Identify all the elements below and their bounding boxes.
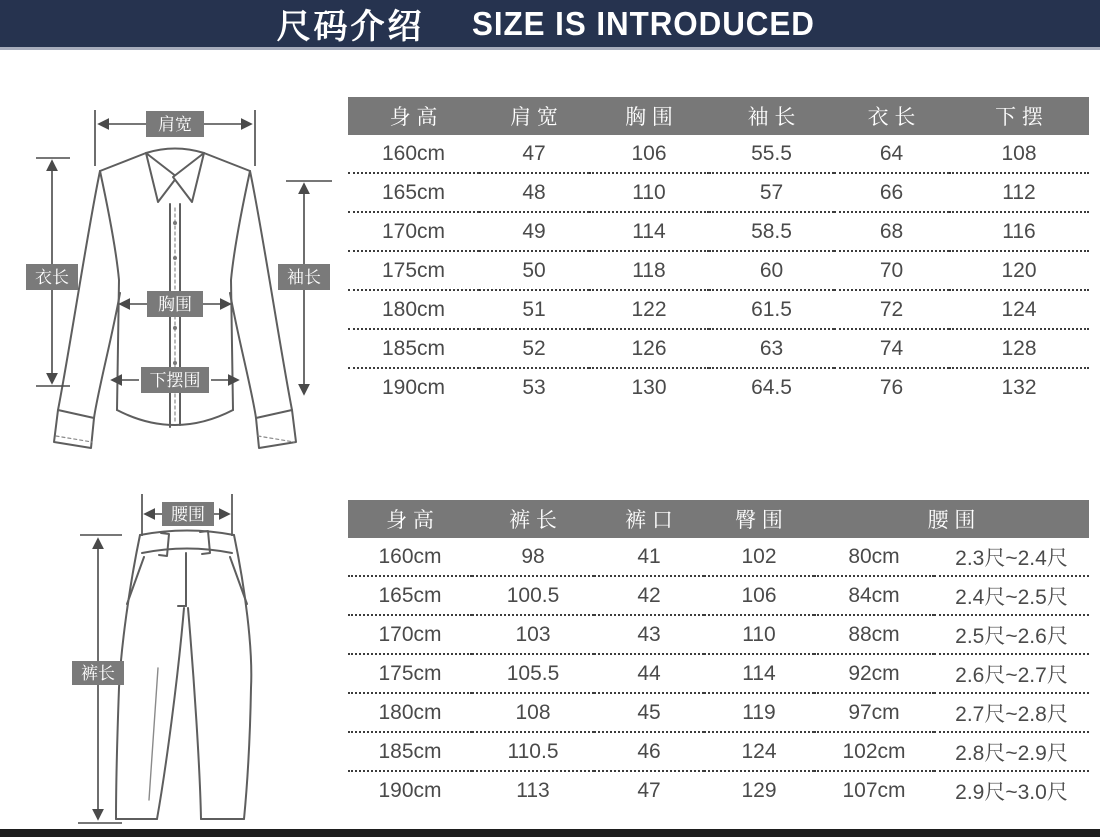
cell: 170cm [348,615,472,654]
shirt-table-header [348,97,1089,135]
cell: 64.5 [709,368,834,406]
table-row [348,290,1089,329]
garment-length-arrow [26,158,78,386]
col-header-hip: 臀 围 [704,500,814,538]
cell: 165cm [348,173,479,212]
cell: 61.5 [709,290,834,329]
cell: 129 [704,771,814,809]
cell: 114 [704,654,814,693]
col-header-shoulder: 肩 宽 [479,97,589,135]
cell: 41 [637,544,661,568]
col-header-leg-opening: 裤 口 [594,500,704,538]
cell: 119 [704,693,814,732]
shirt-measurement-diagram [0,58,350,463]
waist-label: 腰围 [171,505,205,524]
pants-length-label: 裤长 [81,664,115,683]
cell: 68 [834,212,949,251]
table-row [348,251,1089,290]
cell: 45 [594,693,704,732]
cell: 74 [834,329,949,368]
cell: 175cm [348,654,472,693]
hem-label: 下摆围 [149,371,201,390]
cell: 2.7尺~2.8尺 [934,693,1089,732]
cell: 185cm [348,732,472,771]
cell: 51 [479,290,589,329]
table-row [348,212,1089,251]
pants-size-table [348,500,1089,809]
table-row [348,771,1089,809]
chest-label: 胸围 [158,295,192,314]
cell: 130 [589,368,709,406]
hem-arrow [112,367,238,393]
cell: 57 [709,173,834,212]
cell: 64 [879,141,904,165]
sleeve-length-arrow [278,181,332,394]
cell: 120 [949,251,1089,290]
cell: 114 [589,212,709,251]
pants-measurement-diagram [30,478,340,833]
cell: 42 [594,576,704,615]
chest-arrow [120,291,230,317]
cell: 52 [479,329,589,368]
cell: 58.5 [709,212,834,251]
cell: 100.5 [472,576,594,615]
cell: 2.3尺~2.4尺 [955,546,1068,570]
sleeve-length-label: 袖长 [287,268,321,287]
cell: 112 [949,173,1089,212]
cell: 180cm [348,290,479,329]
cell: 53 [479,368,589,406]
cell: 110.5 [472,732,594,771]
cell: 46 [594,732,704,771]
cell: 165cm [348,576,472,615]
cell: 49 [479,212,589,251]
cell: 110 [704,615,814,654]
table-row [348,173,1089,212]
shoulder-width-arrow [95,110,255,166]
table-row [348,329,1089,368]
cell: 126 [589,329,709,368]
pants-table-header [348,500,1089,538]
cell: 47 [522,141,546,165]
table-row [348,693,1089,732]
cell: 92cm [814,654,934,693]
cell: 76 [834,368,949,406]
cell: 60 [709,251,834,290]
cell: 102 [741,544,777,568]
col-header-chest: 胸 围 [589,97,709,135]
cell: 108 [472,693,594,732]
cell: 47 [594,771,704,809]
table-row [348,538,1089,576]
col-header-length: 衣 长 [834,97,949,135]
cell: 124 [949,290,1089,329]
cell: 124 [704,732,814,771]
garment-length-label: 衣长 [35,268,69,287]
table-row [348,576,1089,615]
table-row [348,135,1089,173]
cell: 43 [594,615,704,654]
cell: 107cm [814,771,934,809]
cell: 44 [594,654,704,693]
shoulder-width-label: 肩宽 [158,115,192,134]
cell: 118 [589,251,709,290]
cell: 122 [589,290,709,329]
cell: 113 [472,771,594,809]
cell: 175cm [348,251,479,290]
cell: 128 [949,329,1089,368]
cell: 2.5尺~2.6尺 [934,615,1089,654]
cell: 50 [479,251,589,290]
cell: 2.8尺~2.9尺 [934,732,1089,771]
cell: 106 [704,576,814,615]
col-header-height: 身 高 [348,500,472,538]
cell: 190cm [348,368,479,406]
cell: 103 [472,615,594,654]
cell: 88cm [814,615,934,654]
cell: 170cm [348,212,479,251]
cell: 97cm [814,693,934,732]
cell: 185cm [348,329,479,368]
cell: 132 [949,368,1089,406]
cell: 160cm [381,141,446,165]
table-row [348,615,1089,654]
cell: 190cm [348,771,472,809]
shirt-size-table [348,97,1089,406]
cell: 2.6尺~2.7尺 [934,654,1089,693]
cell: 66 [834,173,949,212]
cell: 110 [589,173,709,212]
col-header-waist: 腰 围 [814,500,1089,538]
cell: 55.5 [751,141,792,165]
cell: 116 [949,212,1089,251]
cell: 2.4尺~2.5尺 [934,576,1089,615]
cell: 108 [1001,141,1037,165]
cell: 106 [631,141,667,165]
banner-title-en: SIZE IS INTRODUCED [471,4,815,42]
cell: 72 [834,290,949,329]
cell: 102cm [814,732,934,771]
col-header-height: 身 高 [348,97,479,135]
cell: 63 [709,329,834,368]
col-header-pants-length: 裤 长 [472,500,594,538]
cell: 2.9尺~3.0尺 [934,771,1089,809]
cell: 70 [834,251,949,290]
col-header-hem: 下 摆 [949,97,1089,135]
bottom-divider-bar [0,829,1100,837]
cell: 80cm [848,544,900,568]
cell: 105.5 [472,654,594,693]
col-header-sleeve: 袖 长 [709,97,834,135]
table-row [348,654,1089,693]
banner [0,0,1100,50]
table-row [348,368,1089,406]
table-row [348,732,1089,771]
banner-title-zh: 尺码介绍 [276,8,425,46]
pants-line-art [116,531,251,820]
cell: 98 [521,544,545,568]
cell: 180cm [348,693,472,732]
cell: 84cm [814,576,934,615]
cell: 160cm [378,544,442,568]
cell: 48 [479,173,589,212]
